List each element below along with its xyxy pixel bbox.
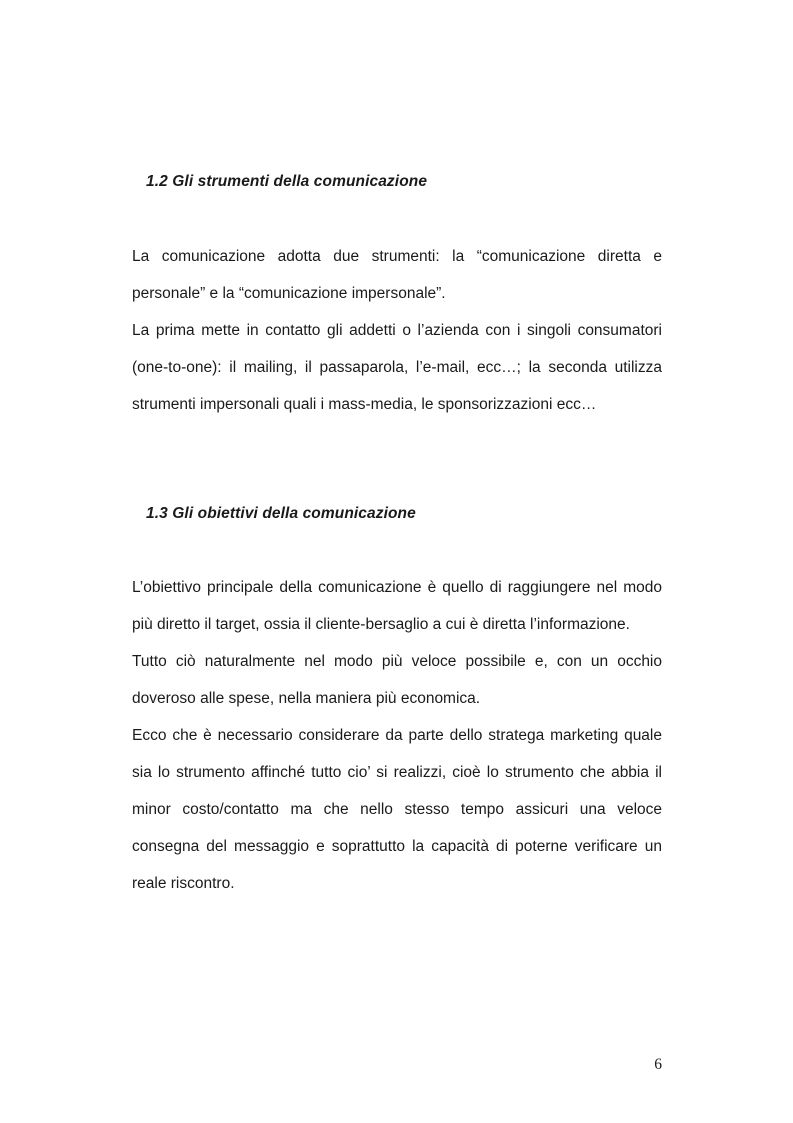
page-number: 6 xyxy=(654,1056,662,1073)
paragraph: Ecco che è necessario considerare da parte dello stratega marketing quale sia lo strumento affinché tutto cio’ si realizzi, cioè lo strumento che abbia il minor costo/contatto ma che nello stesso tempo assicuri una veloce consegna del messaggio e soprattutto la capacità di poterne verificare un reale riscontro. xyxy=(132,727,662,892)
paragraph: L’obiettivo principale della comunicazione è quello di raggiungere nel modo più diretto il target, ossia il cliente-bersaglio a cui è diretta l’informazione. xyxy=(132,579,662,633)
paragraph: La comunicazione adotta due strumenti: la “comunicazione diretta e personale” e la “comunicazione impersonale”. xyxy=(132,248,662,302)
section-heading-1-3: 1.3 Gli obiettivi della comunicazione xyxy=(146,505,416,522)
section-body-1-3 xyxy=(132,569,662,902)
paragraph: Tutto ciò naturalmente nel modo più veloce possibile e, con un occhio doveroso alle spese, nella maniera più economica. xyxy=(132,653,662,707)
section-heading-1-2: 1.2 Gli strumenti della comunicazione xyxy=(146,173,428,190)
paragraph: La prima mette in contatto gli addetti o l’azienda con i singoli consumatori (one-to-one): il mailing, il passaparola, l’e-mail, ecc…; la seconda utilizza strumenti impersonali quali i mass-media, le sponsorizzazioni ecc… xyxy=(132,322,662,413)
section-body-1-2 xyxy=(132,238,662,423)
